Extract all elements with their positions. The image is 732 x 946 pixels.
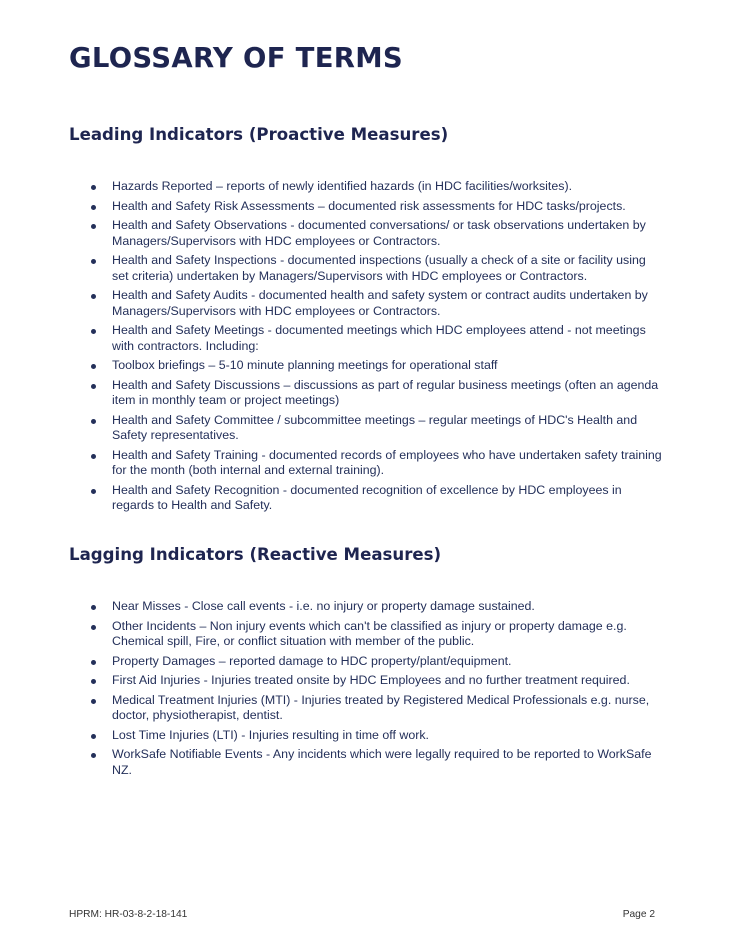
- bullet-icon: [91, 605, 96, 610]
- page-title: GLOSSARY OF TERMS: [69, 42, 404, 74]
- document-reference: HPRM: HR-03-8-2-18-141: [69, 909, 188, 920]
- list-item: Health and Safety Observations - documented conversations/ or task observations undertaken by Managers/Supervisors with HDC employees or Contractors.: [0, 218, 662, 249]
- bullet-icon: [91, 364, 96, 369]
- list-item: Hazards Reported – reports of newly identified hazards (in HDC facilities/worksites).: [0, 179, 662, 194]
- list-item: Health and Safety Discussions – discussions as part of regular business meetings (often an agenda item in monthly team or project meetings): [0, 378, 662, 409]
- list-item: Toolbox briefings – 5-10 minute planning meetings for operational staff: [0, 358, 662, 373]
- lagging-indicators-heading: Lagging Indicators (Reactive Measures): [69, 545, 442, 564]
- list-item: Health and Safety Recognition - documented recognition of excellence by HDC employees in regards to Health and Safety.: [0, 483, 662, 514]
- leading-indicators-list: [0, 179, 732, 518]
- lagging-indicators-list: [0, 599, 732, 782]
- bullet-icon: [91, 679, 96, 684]
- bullet-icon: [91, 660, 96, 665]
- bullet-icon: [91, 205, 96, 210]
- list-item: WorkSafe Notifiable Events - Any incidents which were legally required to be reported to WorkSafe NZ.: [0, 747, 662, 778]
- bullet-icon: [91, 329, 96, 334]
- bullet-icon: [91, 419, 96, 424]
- page-number: Page 2: [622, 909, 655, 920]
- bullet-icon: [91, 454, 96, 459]
- list-item: Property Damages – reported damage to HDC property/plant/equipment.: [0, 654, 662, 669]
- list-item: Lost Time Injuries (LTI) - Injuries resulting in time off work.: [0, 728, 662, 743]
- bullet-icon: [91, 699, 96, 704]
- bullet-icon: [91, 625, 96, 630]
- bullet-icon: [91, 224, 96, 229]
- list-item: Medical Treatment Injuries (MTI) - Injuries treated by Registered Medical Professionals e.g. nurse, doctor, physiotherapist, dentist.: [0, 693, 662, 724]
- list-item: First Aid Injuries - Injuries treated onsite by HDC Employees and no further treatment required.: [0, 673, 662, 688]
- bullet-icon: [91, 753, 96, 758]
- bullet-icon: [91, 259, 96, 264]
- bullet-icon: [91, 384, 96, 389]
- list-item: Health and Safety Committee / subcommittee meetings – regular meetings of HDC's Health and Safety representatives.: [0, 413, 662, 444]
- list-item: Health and Safety Inspections - documented inspections (usually a check of a site or facility using set criteria) undertaken by Managers/Supervisors with HDC employees or Contractors.: [0, 253, 662, 284]
- bullet-icon: [91, 489, 96, 494]
- bullet-icon: [91, 734, 96, 739]
- list-item: Health and Safety Risk Assessments – documented risk assessments for HDC tasks/projects.: [0, 199, 662, 214]
- list-item: Near Misses - Close call events - i.e. no injury or property damage sustained.: [0, 599, 662, 614]
- list-item: Health and Safety Meetings - documented meetings which HDC employees attend - not meetings with contractors. Including:: [0, 323, 662, 354]
- list-item: Other Incidents – Non injury events which can't be classified as injury or property damage e.g. Chemical spill, Fire, or conflict situation with member of the public.: [0, 619, 662, 650]
- bullet-icon: [91, 185, 96, 190]
- leading-indicators-heading: Leading Indicators (Proactive Measures): [69, 125, 449, 144]
- bullet-icon: [91, 294, 96, 299]
- list-item: Health and Safety Training - documented records of employees who have undertaken safety training for the month (both internal and external training).: [0, 448, 662, 479]
- list-item: Health and Safety Audits - documented health and safety system or contract audits undertaken by Managers/Supervisors with HDC employees or Contractors.: [0, 288, 662, 319]
